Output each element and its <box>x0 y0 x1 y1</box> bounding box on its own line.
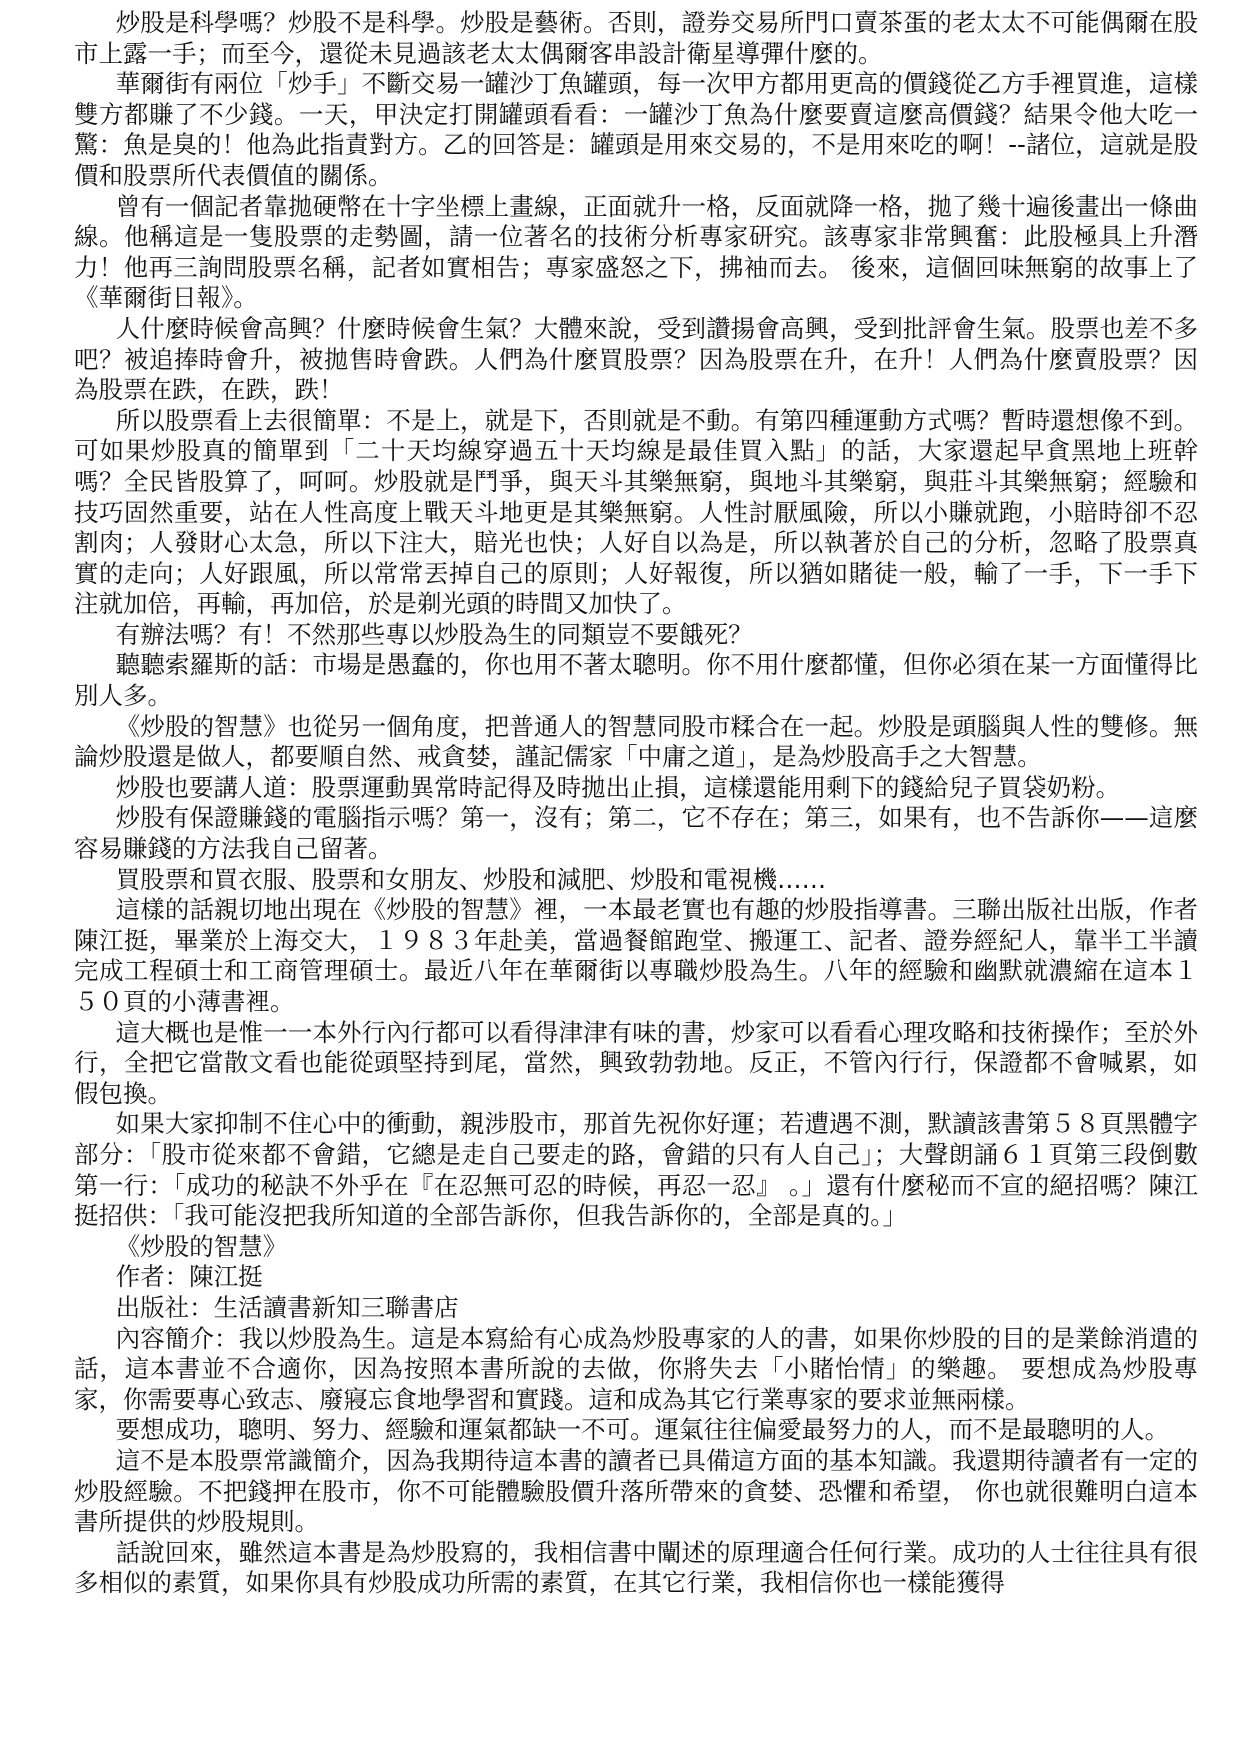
paragraph: 聽聽索羅斯的話：市場是愚蠢的，你也用不著太聰明。你不用什麼都懂，但你必須在某一方面懂得比別人多。 <box>74 650 1198 711</box>
paragraph: 買股票和買衣服、股票和女朋友、炒股和減肥、炒股和電視機…… <box>115 864 827 894</box>
book-publisher: 出版社：生活讀書新知三聯書店 <box>115 1292 459 1322</box>
paragraph: 這樣的話親切地出現在《炒股的智慧》裡，一本最老實也有趣的炒股指導書。三聯出版社出版，作者陳江挺，畢業於上海交大，１９８３年赴美，當過餐館跑堂、搬運工、記者、證券經紀人，靠半工半讀完成工程碩士和工商管理碩士。最近八年在華爾街以專職炒股為生。八年的經驗和幽默就濃縮在這本１５０頁的小薄書裡。 <box>74 895 1198 1016</box>
paragraph: 炒股也要講人道：股票運動異常時記得及時拋出止損，這樣還能用剩下的錢給兒子買袋奶粉。 <box>115 772 1121 802</box>
paragraph: 炒股是科學嗎？炒股不是科學。炒股是藝術。否則，證券交易所門口賣茶蛋的老太太不可能偶爾在股市上露一手；而至今，還從未見過該老太太偶爾客串設計衛星導彈什麼的。 <box>74 8 1198 68</box>
paragraph: 話說回來，雖然這本書是為炒股寫的，我相信書中闡述的原理適合任何行業。成功的人士往往具有很多相似的素質，如果你具有炒股成功所需的素質，在其它行業，我相信你也一樣能獲得 <box>74 1537 1198 1598</box>
book-summary: 內容簡介：我以炒股為生。這是本寫給有心成為炒股專家的人的書，如果你炒股的目的是業餘消遣的話，這本書並不合適你，因為按照本書所說的去做，你將失去「小賭怡情」的樂趣。 要想成為炒股專家，你需要專心致志、廢寢忘食地學習和實踐。這和成為其它行業專家的要求並無兩樣。 <box>74 1323 1198 1414</box>
paragraph: 人什麼時候會高興？什麼時候會生氣？大體來說，受到讚揚會高興，受到批評會生氣。股票也差不多吧？被追捧時會升，被拋售時會跌。人們為什麼買股票？因為股票在升，在升！人們為什麼賣股票？因為股票在跌，在跌，跌！ <box>74 313 1198 405</box>
paragraph: 有辦法嗎？有！不然那些專以炒股為生的同類豈不要餓死？ <box>115 619 753 649</box>
paragraph: 《炒股的智慧》也從另一個角度，把普通人的智慧同股市糅合在一起。炒股是頭腦與人性的雙修。無論炒股還是做人，都要順自然、戒貪婪，謹記儒家「中庸之道」，是為炒股高手之大智慧。 <box>74 711 1198 772</box>
paragraph: 這大概也是惟一一本外行內行都可以看得津津有味的書，炒家可以看看心理攻略和技術操作；至於外行，全把它當散文看也能從頭堅持到尾，當然，興致勃勃地。反正，不管內行行，保證都不會喊累，如假包換。 <box>74 1017 1198 1108</box>
paragraph: 曾有一個記者靠拋硬幣在十字坐標上畫線，正面就升一格，反面就降一格，拋了幾十遍後畫出一條曲線。他稱這是一隻股票的走勢圖，請一位著名的技術分析專家研究。該專家非常興奮：此股極具上升潛力！他再三詢問股票名稱，記者如實相告；專家盛怒之下，拂袖而去。 後來，這個回味無窮的故事上了《華爾街日報》。 <box>74 191 1198 313</box>
paragraph: 如果大家抑制不住心中的衝動，親涉股市，那首先祝你好運；若遭遇不測，默讀該書第５８頁黑體字部分：「股市從來都不會錯，它總是走自己要走的路，會錯的只有人自己」；大聲朗誦６１頁第三段倒數第一行：「成功的秘訣不外乎在『在忍無可忍的時候，再忍一忍』 。」還有什麼秘而不宣的絕招嗎？陳江挺招供：「我可能沒把我所知道的全部告訴你，但我告訴你的，全部是真的。」 <box>74 1109 1198 1231</box>
paragraph: 炒股有保證賺錢的電腦指示嗎？第一，沒有；第二，它不存在；第三，如果有，也不告訴你——這麼容易賺錢的方法我自己留著。 <box>74 803 1198 864</box>
paragraph: 華爾街有兩位「炒手」不斷交易一罐沙丁魚罐頭，每一次甲方都用更高的價錢從乙方手裡買進，這樣雙方都賺了不少錢。一天，甲決定打開罐頭看看：一罐沙丁魚為什麼要賣這麼高價錢？結果令他大吃一驚：魚是臭的！他為此指責對方。乙的回答是：罐頭是用來交易的，不是用來吃的啊！--諸位，這就是股價和股票所代表價值的關係。 <box>74 69 1198 190</box>
paragraph: 這不是本股票常識簡介，因為我期待這本書的讀者已具備這方面的基本知識。我還期待讀者有一定的炒股經驗。不把錢押在股市，你不可能體驗股價升落所帶來的貪婪、恐懼和希望， 你也就很難明白這本書所提供的炒股規則。 <box>74 1445 1198 1537</box>
book-author: 作者：陳江挺 <box>115 1262 263 1292</box>
document-page <box>74 8 1198 1754</box>
paragraph: 所以股票看上去很簡單：不是上，就是下，否則就是不動。有第四種運動方式嗎？暫時還想像不到。可如果炒股真的簡單到「二十天均線穿過五十天均線是最佳買入點」的話，大家還起早貪黑地上班幹嗎？全民皆股算了，呵呵。炒股就是鬥爭，與天斗其樂無窮，與地斗其樂窮，與莊斗其樂無窮；經驗和技巧固然重要，站在人性高度上戰天斗地更是其樂無窮。人性討厭風險，所以小賺就跑，小賠時卻不忍割肉；人發財心太急，所以下注大，賠光也快；人好自以為是，所以執著於自己的分析，忽略了股票真實的走向；人好跟風，所以常常丟掉自己的原則；人好報復，所以猶如賭徒一般，輸了一手，下一手下注就加倍，再輸，再加倍，於是剃光頭的時間又加快了。 <box>74 405 1198 619</box>
paragraph: 要想成功，聰明、努力、經驗和運氣都缺一不可。運氣往往偏愛最努力的人，而不是最聰明的人。 <box>115 1415 1170 1445</box>
book-title: 《炒股的智慧》 <box>115 1231 288 1261</box>
